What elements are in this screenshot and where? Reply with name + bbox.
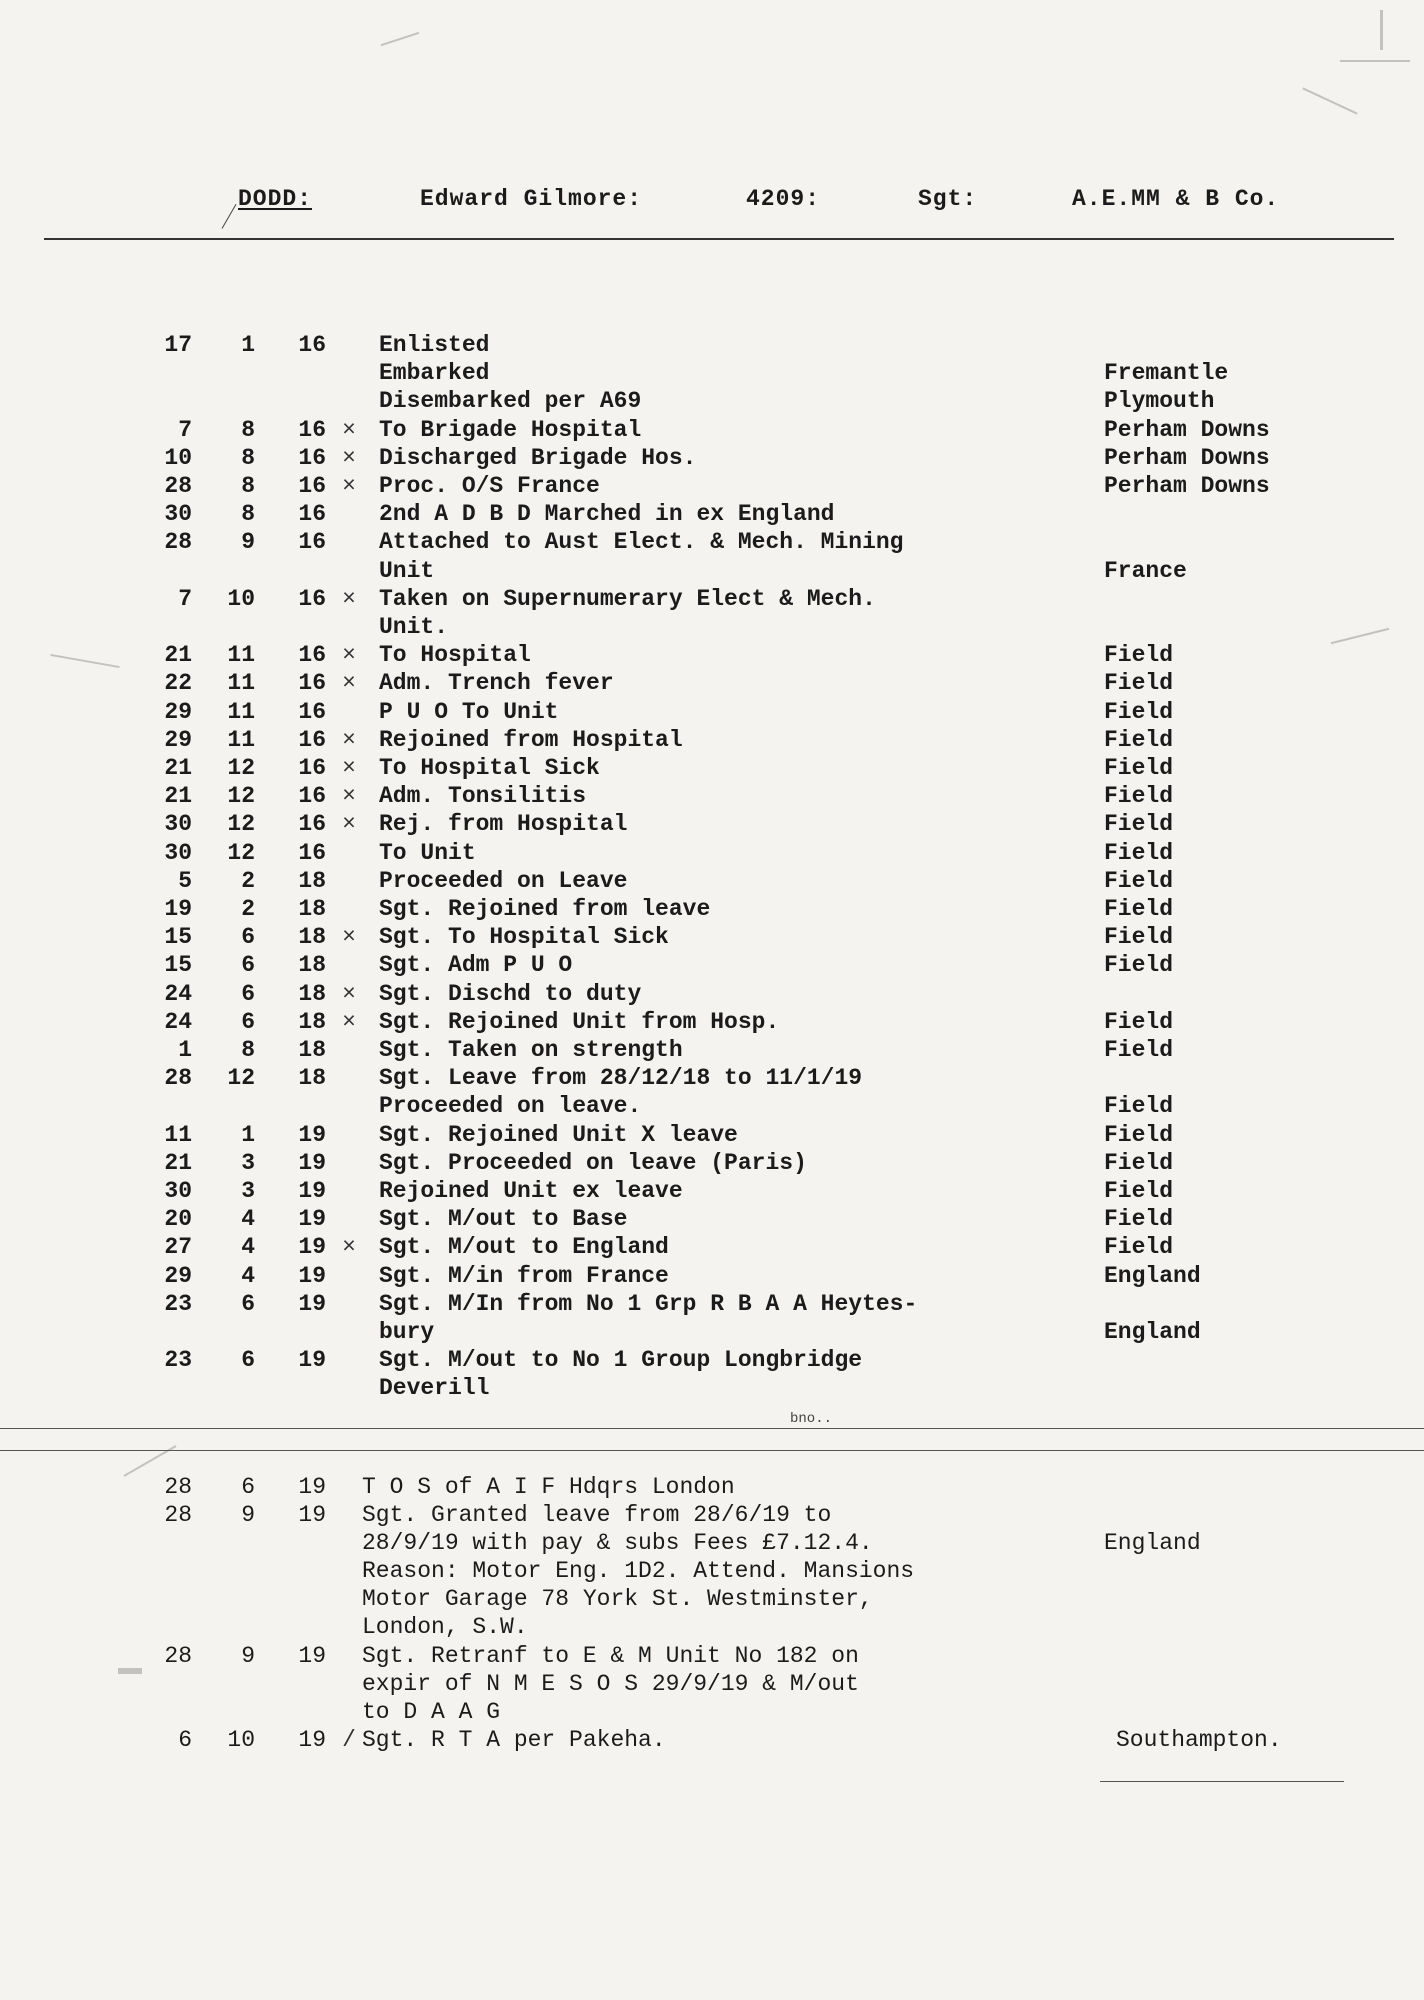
entry-tick-mark: ×	[342, 1234, 356, 1261]
entry-year: 16	[298, 473, 326, 499]
entry-event-line: Motor Garage 78 York St. Westminster,	[362, 1586, 873, 1612]
entry-year: 18	[298, 924, 326, 951]
entry-event: Proceeded on leave.	[379, 1093, 642, 1120]
entry-month: 4	[241, 1262, 255, 1289]
entry-row	[0, 388, 1424, 416]
entry-continuation-line	[0, 1699, 1424, 1727]
entry-month: 8	[241, 1037, 255, 1063]
entry-row	[0, 840, 1424, 868]
entry-continuation-line	[0, 1671, 1424, 1699]
entry-day: 24	[164, 980, 192, 1007]
entry-event: P U O To Unit	[379, 698, 559, 725]
entry-place: Field	[1104, 1178, 1174, 1204]
entry-row	[0, 332, 1424, 360]
entry-event: Enlisted	[379, 332, 490, 358]
entry-tick-mark: ×	[342, 642, 356, 669]
entry-day: 19	[164, 896, 192, 922]
header-underline	[44, 238, 1394, 240]
entry-row	[0, 981, 1424, 1009]
entry-year: 18	[298, 896, 326, 922]
entry-event: Proceeded on Leave	[379, 867, 628, 894]
entry-day: 21	[164, 1149, 192, 1176]
lower-entry-row	[0, 1643, 1424, 1671]
entry-event-line: Reason: Motor Eng. 1D2. Attend. Mansions	[362, 1558, 915, 1584]
entry-event: Sgt. Adm P U O	[379, 952, 573, 979]
entry-month: 6	[241, 924, 255, 951]
entry-row	[0, 445, 1424, 473]
entry-place: Field	[1104, 670, 1174, 697]
entry-year: 18	[298, 1037, 326, 1063]
entry-row	[0, 1319, 1424, 1347]
entry-place: Perham Downs	[1104, 473, 1270, 499]
entry-day: 29	[164, 726, 192, 753]
entry-year: 19	[298, 1121, 326, 1148]
entry-event: Sgt. Taken on strength	[379, 1037, 683, 1063]
header-rank: Sgt:	[918, 186, 978, 212]
entry-event: Unit.	[379, 614, 449, 640]
header-slash-mark	[222, 204, 237, 229]
entry-event: Rejoined Unit ex leave	[379, 1178, 683, 1204]
entry-day: 7	[178, 416, 192, 443]
entry-year: 19	[298, 1149, 326, 1176]
entry-month: 1	[241, 332, 255, 358]
entry-row	[0, 1347, 1424, 1375]
entry-month: 8	[241, 444, 255, 471]
entry-place: France	[1104, 557, 1187, 584]
entry-place: Field	[1104, 726, 1174, 753]
entry-year: 19	[298, 1262, 326, 1289]
entry-row	[0, 868, 1424, 896]
entry-place: Field	[1104, 867, 1174, 894]
entry-row	[0, 727, 1424, 755]
entry-year: 18	[298, 1008, 326, 1035]
entry-year: 16	[298, 839, 326, 866]
entry-day: 22	[164, 670, 192, 697]
entry-month: 8	[241, 473, 255, 499]
entry-place: Field	[1104, 839, 1174, 866]
entry-event: Embarked	[379, 360, 490, 387]
scan-speck	[1302, 87, 1357, 114]
entry-place: Field	[1104, 811, 1174, 838]
entry-tick-mark: ×	[342, 755, 356, 781]
entry-day: 28	[164, 1643, 192, 1669]
entry-event: Sgt. M/In from No 1 Grp R B A A Heytes-	[379, 1290, 918, 1317]
entry-event-line: expir of N M E S O S 29/9/19 & M/out	[362, 1671, 859, 1697]
entry-place: Field	[1104, 1206, 1174, 1233]
entry-row	[0, 417, 1424, 445]
entry-place: Field	[1104, 952, 1174, 979]
entry-month: 4	[241, 1234, 255, 1261]
entry-month: 9	[241, 1502, 255, 1528]
entry-month: 6	[241, 1474, 255, 1500]
entry-month: 6	[241, 1290, 255, 1317]
scan-speck	[381, 32, 420, 46]
entry-place: Field	[1104, 1093, 1174, 1120]
entry-event: Sgt. Dischd to duty	[379, 980, 642, 1007]
entry-month: 12	[227, 755, 255, 781]
entry-year: 18	[298, 980, 326, 1007]
bottom-rule	[1100, 1781, 1344, 1782]
entry-tick-mark: ×	[342, 726, 356, 753]
header-given-names: Edward Gilmore:	[420, 186, 643, 212]
entry-month: 3	[241, 1178, 255, 1204]
entry-row	[0, 501, 1424, 529]
entry-row	[0, 1234, 1424, 1262]
entry-year: 16	[298, 416, 326, 443]
entry-day: 15	[164, 924, 192, 951]
entry-event: Proc. O/S France	[379, 473, 600, 499]
entry-year: 16	[298, 444, 326, 471]
entry-tick-mark: ×	[342, 783, 356, 810]
entry-year: 16	[298, 783, 326, 810]
entry-day: 7	[178, 585, 192, 612]
entry-day: 28	[164, 1502, 192, 1528]
entry-day: 29	[164, 698, 192, 725]
entry-row	[0, 783, 1424, 811]
entry-day: 20	[164, 1206, 192, 1233]
entry-place: Field	[1104, 642, 1174, 669]
header-number: 4209:	[746, 186, 821, 212]
entry-day: 21	[164, 642, 192, 669]
entry-place: England	[1104, 1530, 1201, 1556]
entry-event: Adm. Tonsilitis	[379, 783, 587, 810]
entry-event: Sgt. Proceeded on leave (Paris)	[379, 1149, 807, 1176]
entry-event: Taken on Supernumerary Elect & Mech.	[379, 585, 876, 612]
entry-event: Deverill	[379, 1375, 490, 1402]
entry-place: Perham Downs	[1104, 416, 1270, 443]
entry-row	[0, 1122, 1424, 1150]
entry-tick-mark: ×	[342, 444, 356, 471]
entry-event: Attached to Aust Elect. & Mech. Mining	[379, 529, 904, 556]
entry-day: 29	[164, 1262, 192, 1289]
entry-month: 12	[227, 811, 255, 838]
entry-month: 12	[227, 1065, 255, 1092]
entry-row	[0, 642, 1424, 670]
entry-event: Rejoined from Hospital	[379, 726, 683, 753]
entry-year: 16	[298, 642, 326, 669]
entry-event: To Hospital Sick	[379, 755, 600, 781]
entry-month: 12	[227, 839, 255, 866]
entry-row	[0, 755, 1424, 783]
entry-event: Sgt. M/out to England	[379, 1234, 669, 1261]
entry-year: 16	[298, 811, 326, 838]
entry-month: 9	[241, 1643, 255, 1669]
entry-row	[0, 1150, 1424, 1178]
entry-event-line: 28/9/19 with pay & subs Fees £7.12.4.	[362, 1530, 873, 1556]
entry-day: 21	[164, 755, 192, 781]
entry-continuation-line	[0, 1530, 1424, 1558]
entry-month: 6	[241, 1008, 255, 1035]
entry-month: 2	[241, 896, 255, 922]
entry-day: 23	[164, 1347, 192, 1374]
entry-row	[0, 924, 1424, 952]
entry-year: 19	[298, 1290, 326, 1317]
section-divider	[0, 1450, 1424, 1451]
entry-day: 17	[164, 332, 192, 358]
entry-place: Field	[1104, 783, 1174, 810]
entry-row	[0, 473, 1424, 501]
entry-year: 16	[298, 585, 326, 612]
entry-day: 24	[164, 1008, 192, 1035]
entry-day: 1	[178, 1037, 192, 1063]
entry-day: 30	[164, 839, 192, 866]
entry-row	[0, 1206, 1424, 1234]
entry-month: 11	[227, 726, 255, 753]
entry-year: 19	[298, 1474, 326, 1500]
entry-event: Sgt. To Hospital Sick	[379, 924, 669, 951]
entry-row	[0, 1009, 1424, 1037]
entry-event: Sgt. Rejoined from leave	[379, 896, 711, 922]
entry-year: 19	[298, 1347, 326, 1374]
entry-tick-mark: ×	[342, 924, 356, 951]
header-unit: A.E.MM & B Co.	[1072, 186, 1280, 212]
entry-place: Field	[1104, 1008, 1174, 1035]
entry-event: Sgt. M/in from France	[379, 1262, 669, 1289]
entry-tick-mark: ×	[342, 811, 356, 838]
entry-event: Unit	[379, 557, 435, 584]
entry-year: 19	[298, 1206, 326, 1233]
entry-row	[0, 586, 1424, 614]
entry-place: England	[1104, 1319, 1201, 1345]
entry-row	[0, 614, 1424, 642]
entry-event: Sgt. Granted leave from 28/6/19 to	[362, 1502, 832, 1528]
entry-month: 6	[241, 980, 255, 1007]
entry-event-line: London, S.W.	[362, 1614, 528, 1640]
entry-tick-mark: ×	[342, 980, 356, 1007]
entry-place: Fremantle	[1104, 360, 1229, 387]
entry-month: 3	[241, 1149, 255, 1176]
stray-text: bno..	[790, 1411, 833, 1427]
entry-place: Southampton.	[1116, 1727, 1282, 1753]
entry-day: 28	[164, 1474, 192, 1500]
entry-month: 1	[241, 1121, 255, 1148]
entry-event: To Unit	[379, 839, 476, 866]
entry-day: 28	[164, 1065, 192, 1092]
entry-month: 6	[241, 1347, 255, 1374]
entry-place: Field	[1104, 1037, 1174, 1063]
entry-tick-mark: ×	[342, 416, 356, 443]
entry-row	[0, 699, 1424, 727]
entry-day: 11	[164, 1121, 192, 1148]
entry-tick-mark: ×	[342, 670, 356, 697]
entry-place: Field	[1104, 755, 1174, 781]
entry-row	[0, 360, 1424, 388]
entry-row	[0, 529, 1424, 557]
entry-event: 2nd A D B D Marched in ex England	[379, 501, 835, 528]
entry-row	[0, 1178, 1424, 1206]
entry-month: 11	[227, 642, 255, 669]
entry-year: 19	[298, 1727, 326, 1753]
entry-row	[0, 670, 1424, 698]
entry-month: 10	[227, 585, 255, 612]
entry-month: 12	[227, 783, 255, 810]
entry-year: 19	[298, 1502, 326, 1528]
entry-place: Plymouth	[1104, 388, 1215, 415]
entry-day: 23	[164, 1290, 192, 1317]
entry-day: 5	[178, 867, 192, 894]
entry-month: 8	[241, 416, 255, 443]
entry-tick-mark: ×	[342, 473, 356, 499]
scan-speck	[1380, 10, 1383, 50]
entry-row	[0, 1291, 1424, 1319]
entry-day: 30	[164, 501, 192, 528]
lower-entry-row	[0, 1502, 1424, 1530]
entry-month: 11	[227, 670, 255, 697]
entry-year: 19	[298, 1643, 326, 1669]
entry-event: Rej. from Hospital	[379, 811, 628, 838]
entry-year: 16	[298, 529, 326, 556]
entry-place: England	[1104, 1262, 1201, 1289]
entry-row	[0, 1065, 1424, 1093]
entry-tick-mark: /	[342, 1727, 356, 1753]
entry-event: To Hospital	[379, 642, 531, 669]
entry-year: 18	[298, 867, 326, 894]
entry-day: 6	[178, 1727, 192, 1753]
entry-continuation-line	[0, 1586, 1424, 1614]
header-surname: DODD:	[238, 186, 313, 212]
entry-tick-mark: ×	[342, 585, 356, 612]
entry-row	[0, 952, 1424, 980]
entry-event: Adm. Trench fever	[379, 670, 614, 697]
entry-year: 16	[298, 698, 326, 725]
entry-year: 18	[298, 952, 326, 979]
entry-year: 19	[298, 1234, 326, 1261]
entry-event: Sgt. M/out to Base	[379, 1206, 628, 1233]
entry-month: 2	[241, 867, 255, 894]
entry-row	[0, 811, 1424, 839]
entry-event-line: to D A A G	[362, 1699, 501, 1725]
entry-day: 27	[164, 1234, 192, 1261]
entry-month: 9	[241, 529, 255, 556]
entry-day: 30	[164, 1178, 192, 1204]
entry-day: 30	[164, 811, 192, 838]
entry-row	[0, 1375, 1424, 1403]
scan-speck	[1340, 60, 1410, 62]
entry-place: Field	[1104, 896, 1174, 922]
entry-event: Sgt. M/out to No 1 Group Longbridge	[379, 1347, 863, 1374]
entry-month: 8	[241, 501, 255, 528]
entry-row	[0, 1037, 1424, 1065]
entry-event: T O S of A I F Hdqrs London	[362, 1474, 735, 1500]
entry-day: 15	[164, 952, 192, 979]
entry-event: Sgt. Rejoined Unit from Hosp.	[379, 1008, 780, 1035]
entry-place: Field	[1104, 924, 1174, 951]
lower-entry-row	[0, 1474, 1424, 1502]
entry-day: 28	[164, 473, 192, 499]
entry-day: 21	[164, 783, 192, 810]
entry-year: 16	[298, 501, 326, 528]
entry-event: Sgt. Retranf to E & M Unit No 182 on	[362, 1643, 859, 1669]
entry-place: Field	[1104, 1121, 1174, 1148]
entry-tick-mark: ×	[342, 1008, 356, 1035]
entry-year: 16	[298, 755, 326, 781]
entry-row	[0, 1263, 1424, 1291]
entry-event: Sgt. Leave from 28/12/18 to 11/1/19	[379, 1065, 863, 1092]
entry-month: 4	[241, 1206, 255, 1233]
entry-day: 28	[164, 529, 192, 556]
entry-row	[0, 1093, 1424, 1121]
entry-month: 11	[227, 698, 255, 725]
entry-event: Disembarked per A69	[379, 388, 642, 415]
entry-year: 18	[298, 1065, 326, 1092]
entry-place: Field	[1104, 1234, 1174, 1261]
entry-row	[0, 558, 1424, 586]
entry-day: 10	[164, 444, 192, 471]
entry-event: Sgt. R T A per Pakeha.	[362, 1727, 666, 1753]
entry-year: 19	[298, 1178, 326, 1204]
entry-year: 16	[298, 332, 326, 358]
entry-year: 16	[298, 726, 326, 753]
section-divider	[0, 1428, 1424, 1429]
entry-event: Sgt. Rejoined Unit X leave	[379, 1121, 738, 1148]
entry-row	[0, 896, 1424, 924]
entry-continuation-line	[0, 1558, 1424, 1586]
entry-place: Field	[1104, 698, 1174, 725]
entry-month: 6	[241, 952, 255, 979]
entry-continuation-line	[0, 1614, 1424, 1642]
entry-year: 16	[298, 670, 326, 697]
entry-place: Perham Downs	[1104, 444, 1270, 471]
entry-place: Field	[1104, 1149, 1174, 1176]
entry-month: 10	[227, 1727, 255, 1753]
entry-event: Discharged Brigade Hos.	[379, 444, 697, 471]
entry-event: bury	[379, 1319, 435, 1345]
entry-event: To Brigade Hospital	[379, 416, 642, 443]
